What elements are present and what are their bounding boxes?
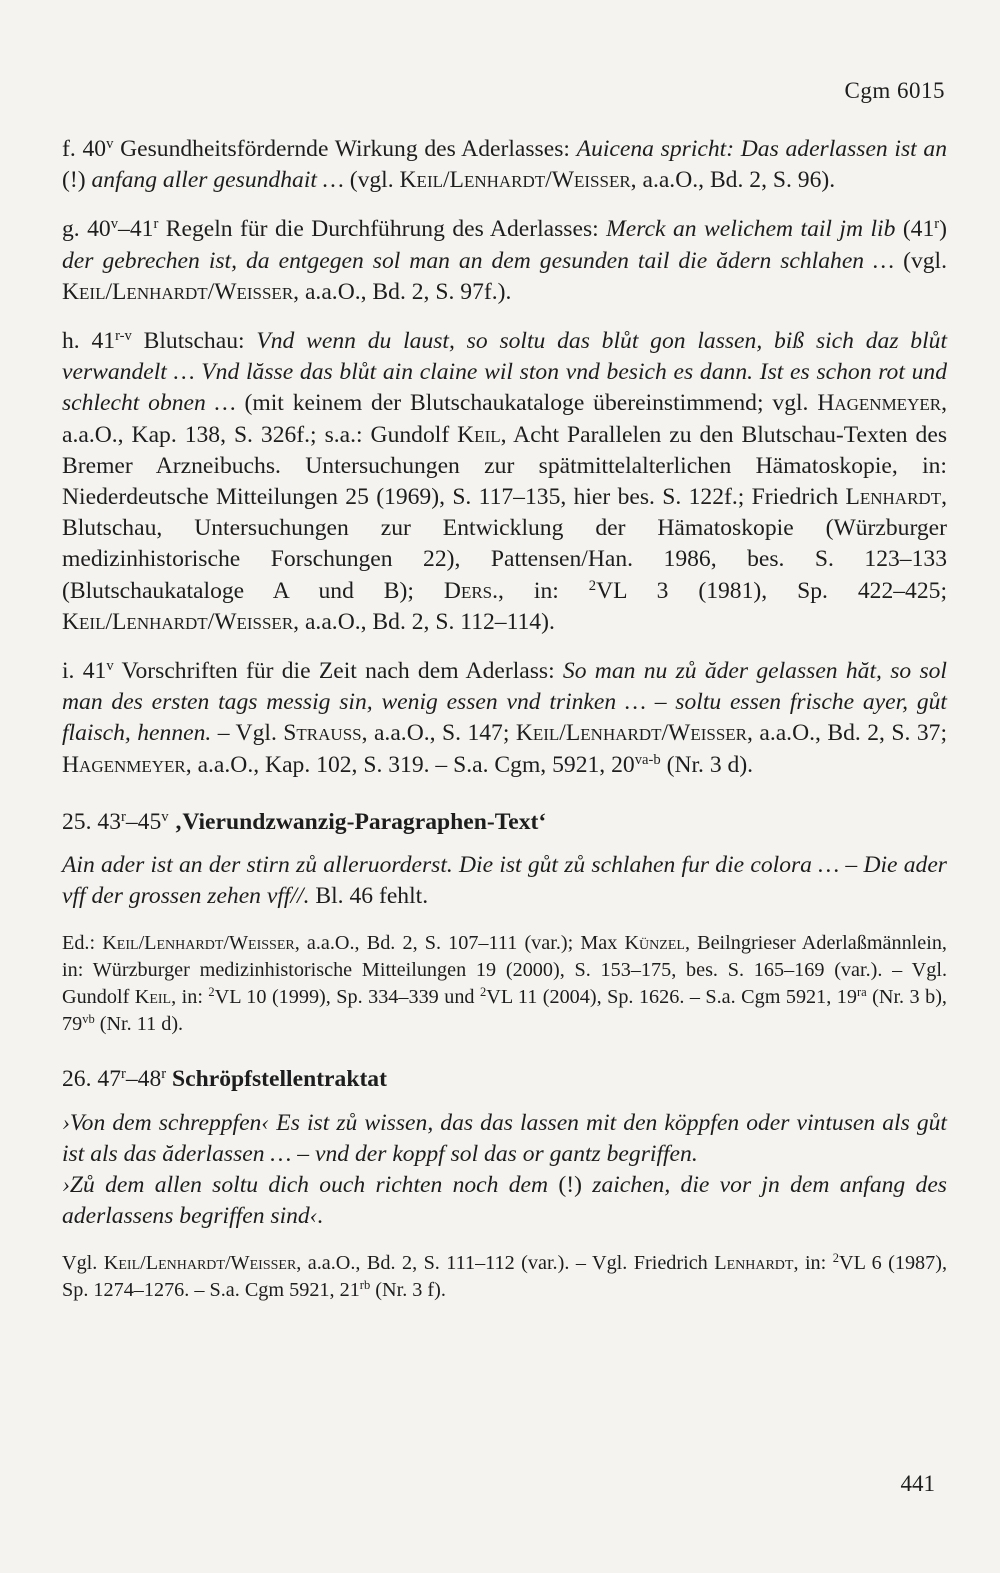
entry-text: Gesundheitsfördernde Wirkung des Aderlasses: [113,136,577,162]
entry-text: , a.a.O., Kap. 102, S. 319. – S.a. Cgm, 5921, 20 [185,751,635,778]
entry-i [62,656,947,781]
entry-text: VL 11 (2004), Sp. 1626. – S.a. Cgm 5921, 19 [486,986,857,1009]
entry-text: VL 10 (1999), Sp. 334–339 und [214,986,480,1009]
entry-text: , a.a.O., S. 147; [361,720,516,747]
entry-text: , a.a.O., Bd. 2, S. 97f.). [293,278,512,305]
author-name: Keil [457,421,501,448]
entry-text: , Acht Parallelen zu den Blutschau-Texten des Bremer Arzneibuchs. Untersuchungen zur spätmittelalterlichen Hämatoskopie, in: Niederdeutsche Mitteilungen 25 (1969), S. 117–135, hier bes. S. 122f.; Friedrich [62,421,947,511]
section-25-edition-note [62,930,947,1038]
folio-sup: r [120,1066,126,1083]
entry-text: (!) [62,167,92,194]
entry-text: Ed.: [62,932,103,955]
entry-text: , in: [793,1252,833,1275]
entry-text: Blutschau: [131,328,257,355]
folio-sup: v [106,135,114,152]
folio-sup: ra [856,985,867,1000]
quote-text: ›Von dem schreppfen‹ Es ist zů wissen, das das lassen mit den köppfen oder vintusen als gůt ist als das ăderlassen … – vnd der koppf sol das or gantz begriffen. [62,1109,947,1167]
author-name: Hagenmeyer [817,390,942,417]
entry-text: VL 3 (1981), Sp. 422–425; [596,577,947,604]
folio-sup: v [106,658,114,674]
section-26-incipit-2 [62,1170,947,1232]
quote-text: zaichen, die vor jn dem anfang des aderlassens begriffen sind‹. [62,1172,947,1230]
author-name: Hagenmeyer [62,751,186,778]
folio-sup: rb [359,1278,371,1293]
quote-text: Merck an welichem tail jm lib [606,216,896,243]
entry-h [62,326,947,638]
entry-text: (Nr. 3 f). [370,1279,446,1302]
entry-text: , Beilngrieser Aderlaßmännlein, in: Würzburger medizinhistorische Mitteilungen 19 (2000), S. 153–175, bes. S. 165–169 (var.). – Vgl. Gundolf [62,932,947,1009]
section-25-heading [62,807,947,838]
folio-sup: r-v [115,327,132,344]
entry-text: , a.a.O., Kap. 138, S. 326f.; s.a.: Gundolf [62,390,947,448]
entry-label: f. 40 [62,136,107,162]
entry-label: g. 40 [62,216,111,243]
entry-text: (Nr. 3 d). [660,751,754,778]
section-title: Schröpfstellentraktat [166,1066,387,1093]
section-26-heading [62,1064,947,1095]
section-number: –45 [125,808,162,835]
entry-text: (Nr. 3 b), 79 [62,986,947,1036]
quote-text: anfang aller gesundhait … [91,167,344,194]
author-name: Keil/Lenhardt/Weisser [62,608,294,635]
folio-sup: v [110,216,119,233]
author-name: Keil/Lenhardt/Weisser [102,932,295,955]
folio-sup: va-b [634,751,661,768]
page-number: 441 [900,1471,935,1496]
entry-text: (!) [548,1172,593,1199]
entry-text: , a.a.O., Bd. 2, S. 111–112 (var.). – Vgl. Friedrich [296,1252,715,1275]
edition-sup: 2 [832,1251,839,1266]
entry-text: Vgl. [62,1252,104,1275]
entry-text: , in: [498,577,589,604]
section-26-incipit [62,1108,947,1170]
entry-text: , a.a.O., Bd. 2, S. 112–114). [293,608,555,635]
folio-sup: vb [82,1012,95,1027]
entry-label: h. 41 [62,328,116,355]
section-title: ‚Vierundzwanzig-Paragraphen-Text‘ [168,808,547,835]
entry-text: (Nr. 11 d). [94,1013,184,1036]
quote-text: Auicena spricht: Das aderlassen ist an [576,136,948,162]
edition-sup: 2 [588,577,597,594]
quote-text: ›Zů dem allen soltu dich ouch richten noch dem [62,1172,549,1199]
section-number: –48 [125,1066,162,1093]
folio-sup: r [934,216,940,233]
entry-label: i. 41 [62,658,107,685]
entry-text: Vorschriften für die Zeit nach dem Aderlass: [113,658,563,685]
entry-text: , in: [171,986,209,1009]
entry-g [62,214,947,308]
quote-text: Vnd wenn du laust, so soltu das blůt gon lassen, biß sich daz blůt verwandelt … Vnd lăsse das blůt ain claine wil ston vnd besich es dann. Ist es schon rot und schlecht obnen … [62,328,948,417]
entry-text: – Vgl. [211,720,284,747]
entry-text: , a.a.O., Bd. 2, S. 107–111 (var.); Max [294,932,625,955]
entry-text: –41 [118,216,154,243]
folio-sup: r [120,808,126,825]
entry-text: (vgl. [894,247,947,274]
author-name: Künzel [624,932,685,955]
entry-text: VL 6 (1987), Sp. 1274–1276. – S.a. Cgm 5921, 21 [62,1252,948,1302]
section-26-reference-note [62,1250,947,1304]
section-number: 25. 43 [62,808,121,835]
author-name: Lenhardt [845,484,942,511]
entry-text: , Blutschau, Untersuchungen zur Entwicklung der Hämatoskopie (Würzburger medizinhistorische Forschungen 22), Pattensen/Han. 1986, bes. S. 123–133 (Blutschaukataloge A und B); [62,484,947,604]
entry-text: Regeln für die Durchführung des Aderlasses: [158,216,607,243]
quote-text: der gebrechen ist, da entgegen sol man an dem gesunden tail die ădern schlahen … [62,247,895,274]
author-name: Keil/Lenhardt/Weisser [62,278,294,305]
section-25-incipit [62,850,947,912]
folio-sup: v [161,808,169,825]
quote-text: So man nu zů ăder gelassen hăt, so sol man des ersten tags messig sin, wenig essen vnd trinken … – soltu essen frische ayer, gůt flaisch, hennen. [62,658,947,747]
edition-sup: 2 [208,985,215,1000]
entry-text: (mit keinem der Blutschaukataloge übereinstimmend; vgl. [235,390,818,417]
author-name: Keil/Lenhardt/Weisser [399,167,631,194]
author-name: Strauss [283,720,362,747]
entry-f [62,134,947,196]
running-head: Cgm 6015 [844,78,945,103]
entry-text: (41 [895,216,935,243]
author-name: Keil/Lenhardt/Weisser [103,1252,297,1275]
author-name: Keil [134,986,172,1009]
author-name: Lenhardt [714,1252,794,1275]
quote-text: Ain ader ist an der stirn zů alleruorderst. Die ist gůt zů schlahen fur die colora … – Die ader vff der grossen zehen vff//. [62,852,947,910]
entry-text: , a.a.O., Bd. 2, S. 96). [630,167,836,194]
entry-text: , a.a.O., Bd. 2, S. 37; [747,720,947,747]
entry-text: (vgl. [343,167,400,194]
edition-sup: 2 [479,985,487,1000]
author-name: Ders. [443,577,499,604]
folio-sup: r [161,1066,167,1083]
section-number: 26. 47 [62,1066,121,1093]
page-body [62,134,947,1326]
entry-text: Bl. 46 fehlt. [309,883,429,910]
author-name: Keil/Lenhardt/Weisser [515,720,747,747]
entry-text: ) [939,216,947,243]
folio-sup: r [153,216,159,233]
